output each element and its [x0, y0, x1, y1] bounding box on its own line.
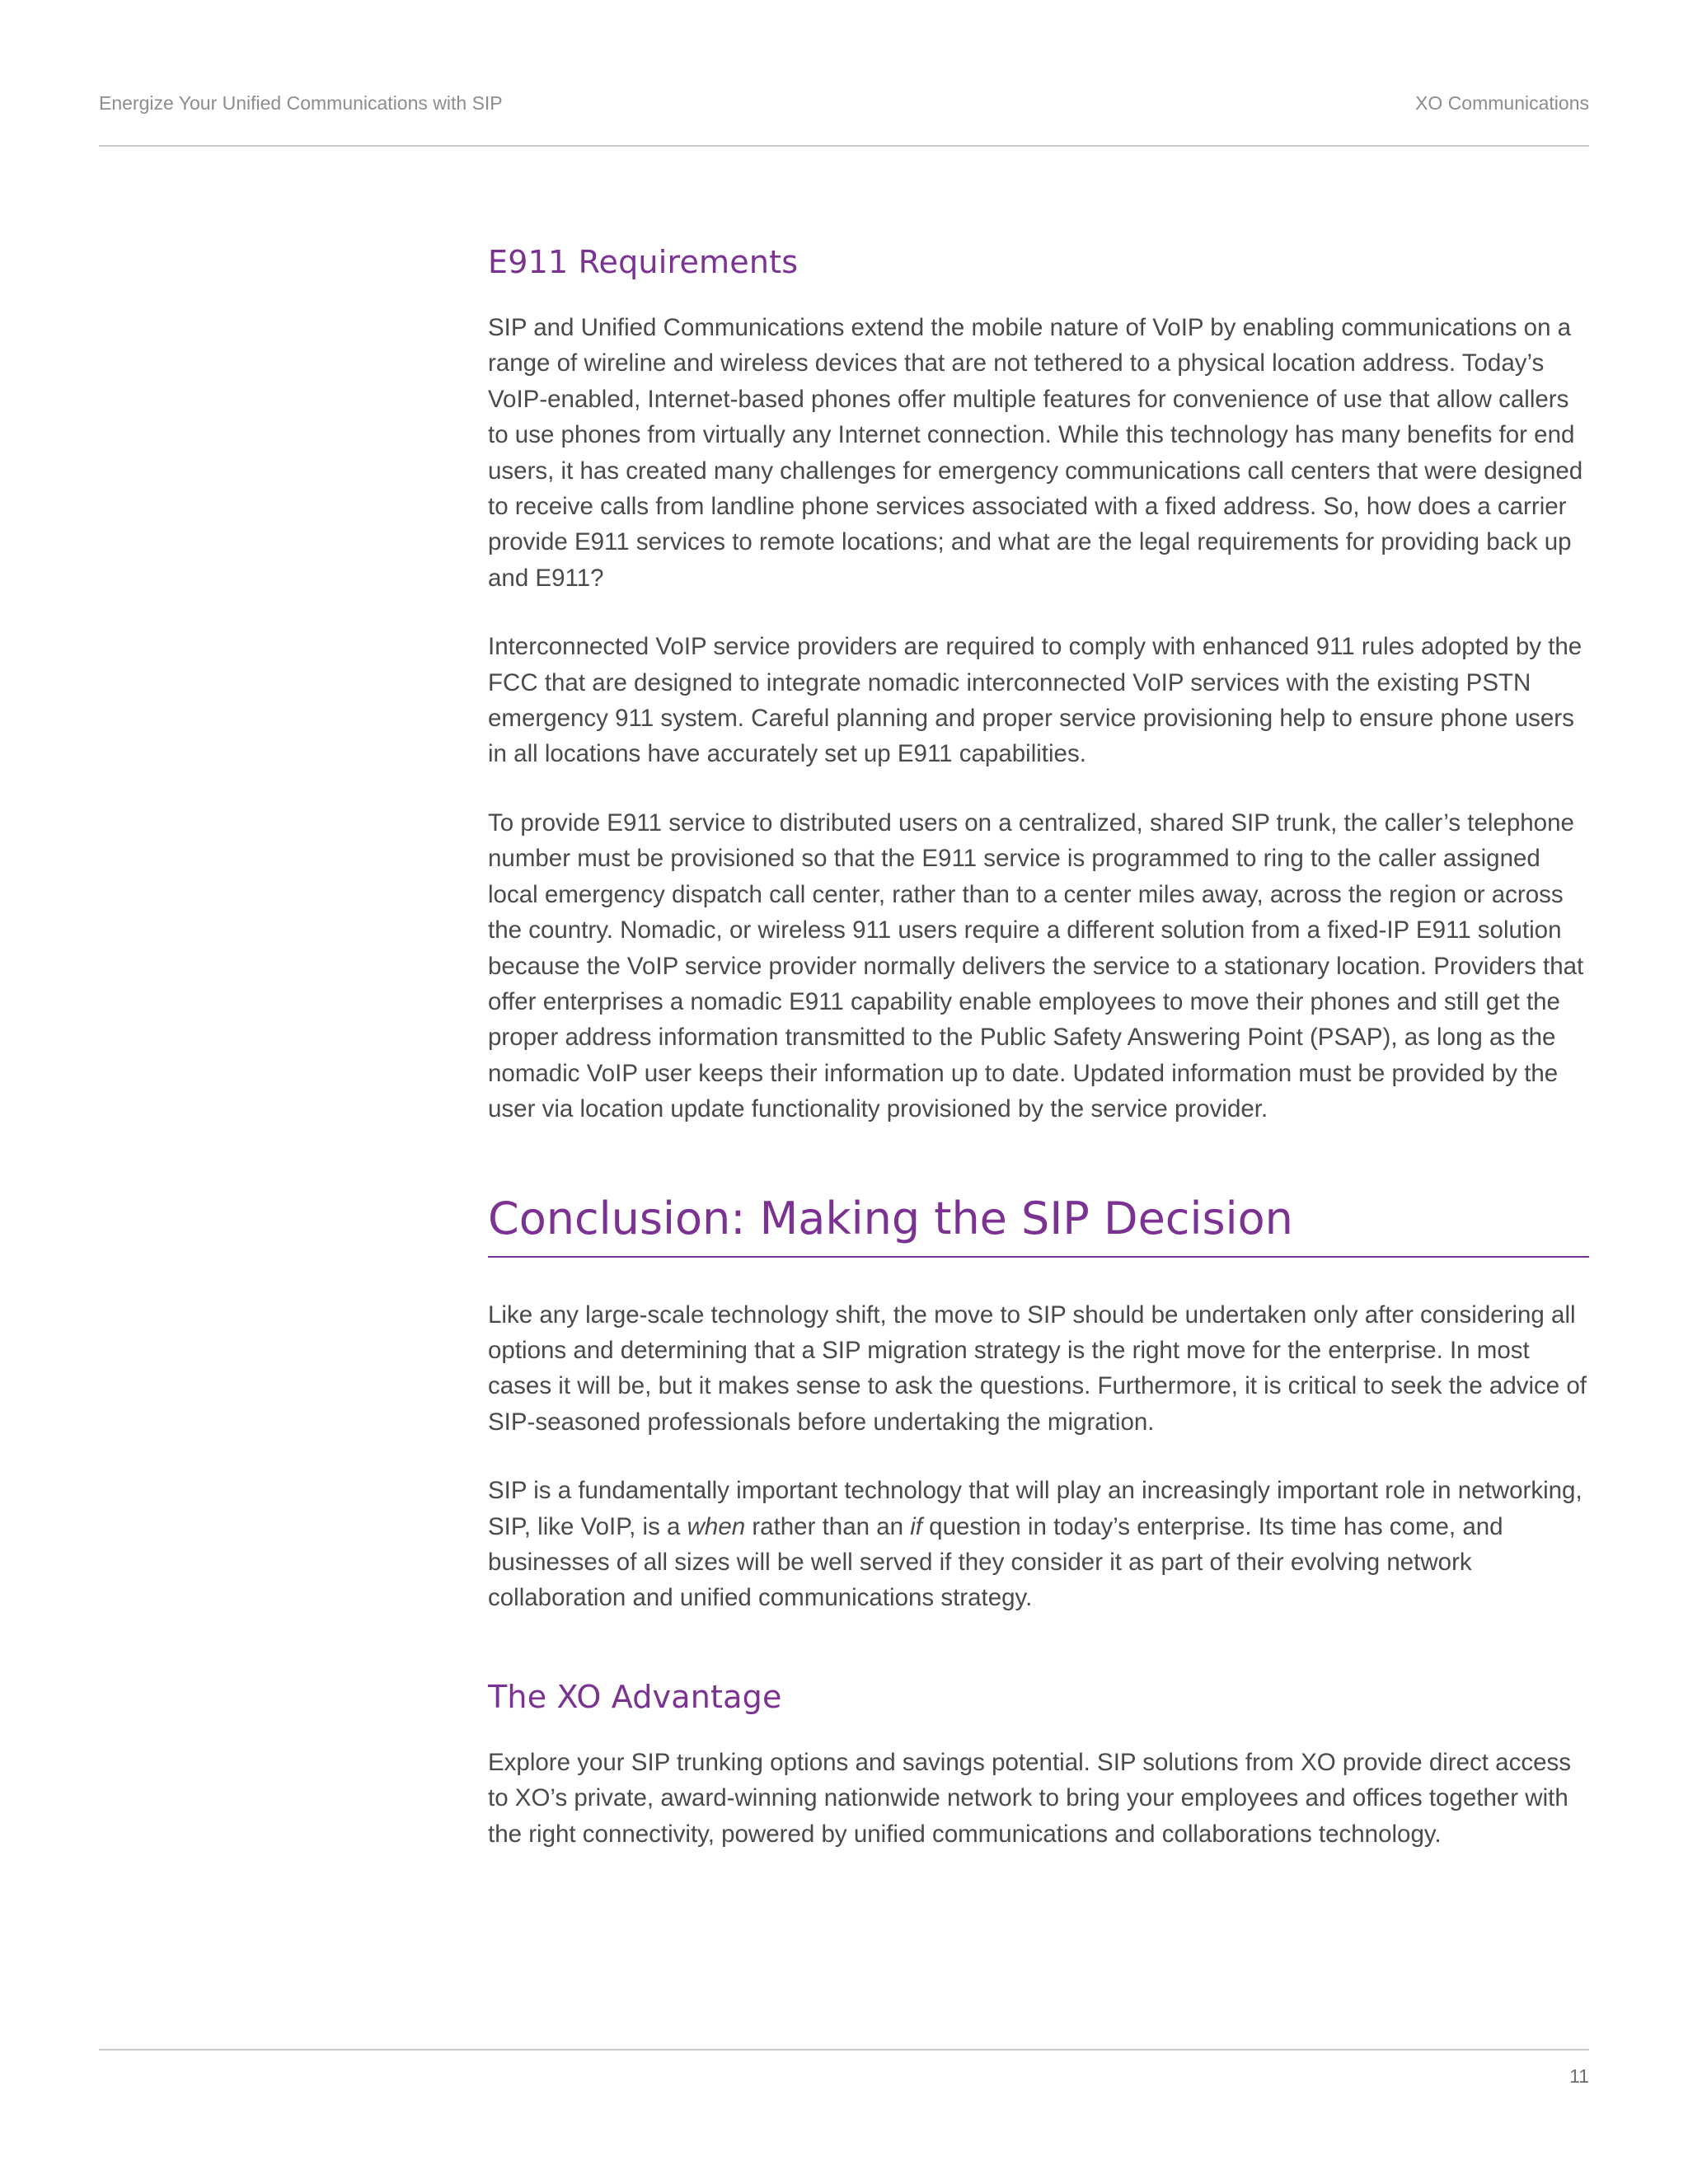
- header-divider: [99, 145, 1589, 147]
- conclusion-paragraph-2-part-2: rather than an: [745, 1512, 911, 1540]
- page-content: [488, 239, 1589, 1852]
- document-title-header: Energize Your Unified Communications with SIP: [99, 92, 503, 114]
- e911-paragraph-2: Interconnected VoIP service providers are required to comply with enhanced 911 rules adopted by the FCC that are designed to integrate nomadic interconnected VoIP services with the existing PSTN emergency 911 system. Careful planning and proper service provisioning help to ensure phone users in all locations have accurately set up E911 capabilities.: [488, 633, 1582, 768]
- footer-divider: [99, 2049, 1589, 2050]
- conclusion-paragraph-2-part-3: question in today’s enterprise. Its time has come, and businesses of all sizes will be well served if they consider it as part of their evolving network collaboration and unified communications strategy.: [488, 1512, 1503, 1612]
- running-header: [99, 92, 1589, 119]
- conclusion-paragraph-2-part-1: SIP is a fundamentally important technology that will play an increasingly important role in networking, SIP, like VoIP, is a: [488, 1477, 1582, 1540]
- e911-section-title: E911 Requirements: [488, 244, 799, 280]
- conclusion-section-title: Conclusion: Making the SIP Decision: [488, 1190, 1589, 1258]
- conclusion-paragraph-2: [488, 1473, 1589, 1616]
- e911-paragraph-3: To provide E911 service to distributed users on a centralized, shared SIP trunk, the caller’s telephone number must be provisioned so that the E911 service is programmed to ring to the caller assigned local emergency dispatch call center, rather than to a center miles away, across the region or across the country. Nomadic, or wireless 911 users require a different solution from a fixed-IP E911 solution because the VoIP service provider normally delivers the service to a stationary location. Providers that offer enterprises a nomadic E911 capability enable employees to move their phones and still get the proper address information transmitted to the Public Safety Answering Point (PSAP), as long as the nomadic VoIP user keeps their information up to date. Updated information must be provided by the user via location update functionality provisioned by the service provider.: [488, 808, 1584, 1123]
- xo-advantage-section-title: The XO Advantage: [488, 1678, 782, 1715]
- emphasis-when: when: [687, 1512, 746, 1540]
- emphasis-if: if: [910, 1512, 922, 1540]
- company-name-header: XO Communications: [1415, 92, 1589, 114]
- e911-paragraph-1: SIP and Unified Communications extend the mobile nature of VoIP by enabling communications on a range of wireline and wireless devices that are not tethered to a physical location address. Today’s VoIP-enabled, Internet-based phones offer multiple features for convenience of use that allow callers to use phones from virtually any Internet connection. While this technology has many benefits for end users, it has created many challenges for emergency communications call centers that were designed to receive calls from landline phone services associated with a fixed address. So, how does a carrier provide E911 services to remote locations; and what are the legal requirements for providing back up and E911?: [488, 314, 1583, 592]
- xo-advantage-paragraph: Explore your SIP trunking options and savings potential. SIP solutions from XO provide direct access to XO’s private, award-winning nationwide network to bring your employees and offices together with the right connectivity, powered by unified communications and collaborations technology.: [488, 1748, 1571, 1848]
- conclusion-paragraph-1: Like any large-scale technology shift, the move to SIP should be undertaken only after considering all options and determining that a SIP migration strategy is the right move for the enterprise. In most cases it will be, but it makes sense to ask the questions. Furthermore, it is critical to seek the advice of SIP-seasoned professionals before undertaking the migration.: [488, 1301, 1587, 1436]
- page-number: 11: [1569, 2065, 1589, 2087]
